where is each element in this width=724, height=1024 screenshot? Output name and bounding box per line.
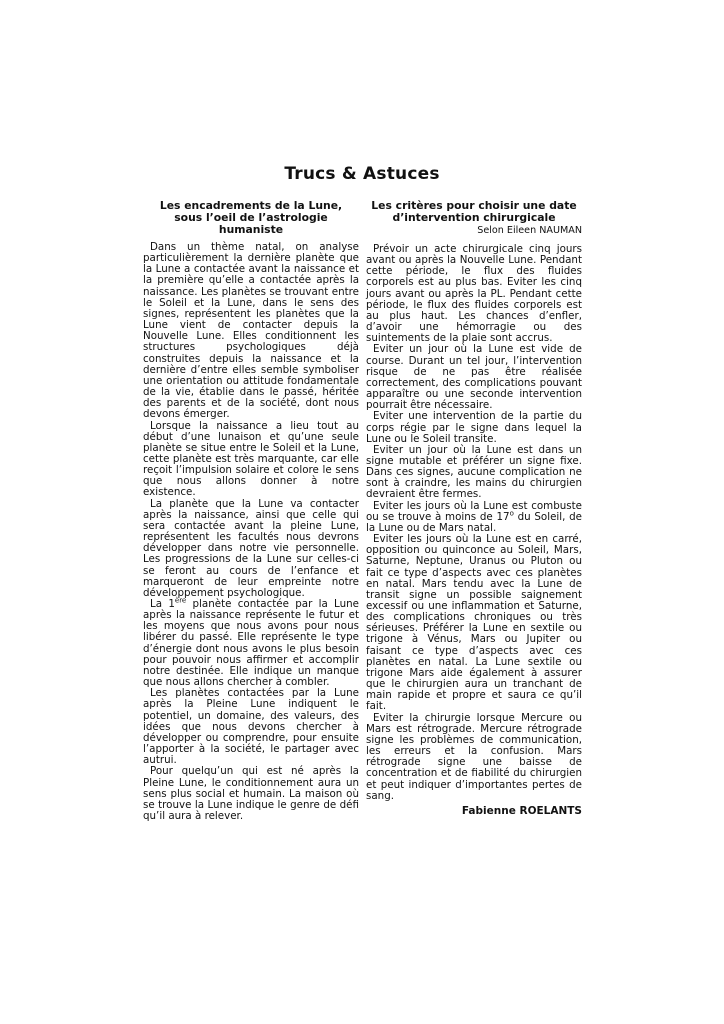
left-p4-prefix: La 1 xyxy=(150,598,175,610)
left-paragraph-4 xyxy=(143,596,360,689)
right-article-source: Selon Eileen NAUMAN xyxy=(477,225,582,236)
right-title-line-1: Les critères pour choisir une date xyxy=(371,199,577,212)
right-paragraph-2: Eviter un jour où la Lune est vide de course. Durant un tel jour, l’intervention risque de ne pas être réalisée correctement, des complications pouvant apparaître ou une seconde intervention pourrait être nécessaire. xyxy=(366,343,582,412)
left-paragraph-6: Pour quelqu’un qui est né après la Pleine Lune, le conditionnement aura un sens plus social et humain. La maison où se trouve la Lune indique le genre de défi qu’il aura à relever. xyxy=(143,765,359,822)
right-paragraph-1: Prévoir un acte chirurgicale cinq jours avant ou après la Nouvelle Lune. Pendant cette période, le flux des fluides corporels est au plus bas. Eviter les cinq jours avant ou après la PL. Pendant cette période, le flux des fluides corporels est au plus haut. Les chances d’enfler, d’avoir une hémorragie ou des suintements de la plaie sont accrus. xyxy=(366,243,582,345)
right-article-title xyxy=(366,200,582,224)
left-title-line-1: Les encadrements de la Lune, xyxy=(159,199,343,212)
right-title-line-2: d’intervention chirurgicale xyxy=(392,211,556,224)
left-article-title xyxy=(143,200,359,236)
right-p5-superscript: o xyxy=(509,509,514,518)
right-paragraph-7: Eviter la chirurgie lorsque Mercure ou Mars est rétrograde. Mercure rétrograde signe les problèmes de communication, les erreurs et la confusion. Mars rétrograde signe une baisse de concentration et de fiabilité du chirurgien et peut indiquer d’importantes pertes de sang. xyxy=(366,711,582,802)
right-paragraph-4: Eviter un jour où la Lune est dans un signe mutable et préférer un signe fixe. Dans ces signes, aucune complication ne sont à craindre, les mains du chirurgien devraient être fermes. xyxy=(366,443,582,501)
left-paragraph-5: Les planètes contactées par la Lune après la Pleine Lune indiquent le potentiel, un domaine, des valeurs, des idées que nous devons chercher à développer ou comprendre, pour ensuite l’apporter à la société, le partager avec autrui. xyxy=(143,687,359,767)
left-paragraph-3: La planète que la Lune va contacter après la naissance, ainsi que celle qui sera contactée avant la pleine Lune, représentent les facultés nous devrons développer dans notre vie personnelle. Les progressions de la Lune sur celles-ci se feront au cours de l’enfance et marqueront de leur empreinte notre développement psychologique. xyxy=(143,497,359,599)
page-title: Trucs & Astuces xyxy=(284,164,440,184)
left-paragraph-2: Lorsque la naissance a lieu tout au début d’une lunaison et qu’une seule planète se situe entre le Soleil et la Lune, cette planète est très marquante, car elle reçoit l’impulsion solaire et colore le sens que nous allons donner à notre existence. xyxy=(143,419,359,499)
left-article xyxy=(143,200,359,822)
left-title-line-2: sous l’oeil de l’astrologie humaniste xyxy=(174,211,328,236)
left-paragraph-1: Dans un thème natal, on analyse particulièrement la dernière planète que la Lune a contactée avant la naissance et la première qu’elle a contactée après la naissance. Les planètes se trouvant entre le Soleil et la Lune, dans le sens des signes, représentent les planètes que la Lune vient de contacter depuis la Nouvelle Lune. Elles conditionnent les structures psychologiques déjà construites depuis la naissance et la dernière d’entre elles semble symboliser une orientation ou attitude fondamentale de la vie, établie dans le passé, héritée des parents et de la société, dont nous devons émerger. xyxy=(143,241,359,421)
author-signature: Fabienne ROELANTS xyxy=(461,804,582,817)
right-p5-prefix: Eviter les jours où la Lune est combuste ou se trouve à moins de 17 xyxy=(366,499,582,523)
left-p4-superscript: ère xyxy=(174,596,187,605)
right-paragraph-6: Eviter les jours où la Lune est en carré, opposition ou quinconce au Soleil, Mars, Saturne, Neptune, Uranus ou Pluton ou fait ce type d’aspects avec ces planètes en natal. Mars tendu avec la Lune de transit signe un possible saignement excessif ou une inflammation et Saturne, des complications chroniques ou très sérieuses. Préférer la Lune en sextile ou trigone à Vénus, Mars ou Jupiter ou faisant ce type d’aspects avec ces planètes en natal. La Lune sextile ou trigone Mars aide également à assurer que le chirurgien aura un tranchant de main rapide et propre et saura ce qu’il fait. xyxy=(366,533,582,713)
left-p4-rest: planète contactée par la Lune après la naissance représente le futur et les moyens que nous avons pour nous libérer du passé. Elle représente le type d’énergie dont nous avons le plus besoin pour pouvoir nous affirmer et accomplir notre destinée. Elle indique un manque que nous allons chercher à combler. xyxy=(143,598,360,689)
right-article xyxy=(366,200,582,817)
right-p5-rest: du Soleil, de la Lune ou de Mars natal. xyxy=(366,510,583,534)
right-paragraph-3: Eviter une intervention de la partie du corps régie par le signe dans lequel la Lune ou le Soleil transite. xyxy=(366,410,582,445)
right-paragraph-5 xyxy=(366,501,582,534)
